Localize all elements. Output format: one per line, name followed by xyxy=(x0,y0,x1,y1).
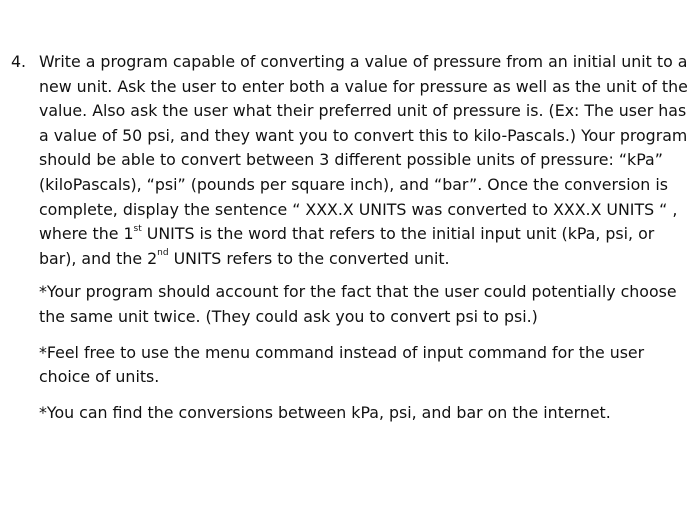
note-menu-command: *Feel free to use the menu command instead of input command for the user choice of units. xyxy=(39,342,645,387)
question-text-part1: Write a program capable of converting a value of pressure from an initial unit to a new unit. Ask the user to enter both a value for pressure as well as the unit of the value. Also ask the user what their preferred unit of pressure is. (Ex: The user has a value of 50 psi, and they want you to convert this to kilo-Pascals.) Your program should be able to convert between 3 different possible units of pressure: “kPa” (kiloPascals), “psi” (pounds per square inch), and “bar”. Once the conversion is complete, display the sentence “ XXX.X UNITS was converted to XXX.X UNITS “ , where the 1 xyxy=(39,52,688,244)
question-text-part2: UNITS is the word that refers to the initial input unit (kPa, psi, or bar), and the 2 xyxy=(39,224,655,268)
question-4 xyxy=(11,50,696,425)
note-conversions: *You can find the conversions between kPa, psi, and bar on the internet. xyxy=(39,402,611,422)
question-text-part3: UNITS refers to the converted unit. xyxy=(168,248,450,268)
ordinal-first-suffix: st xyxy=(133,223,142,234)
question-row xyxy=(11,50,696,425)
note-same-unit: *Your program should account for the fact that the user could potentially choose the same unit twice. (They could ask you to convert psi to psi.) xyxy=(39,282,677,326)
ordinal-second-suffix: nd xyxy=(157,248,169,259)
question-main-paragraph xyxy=(39,50,696,271)
question-number: 4. xyxy=(11,52,27,71)
question-body xyxy=(39,50,696,425)
